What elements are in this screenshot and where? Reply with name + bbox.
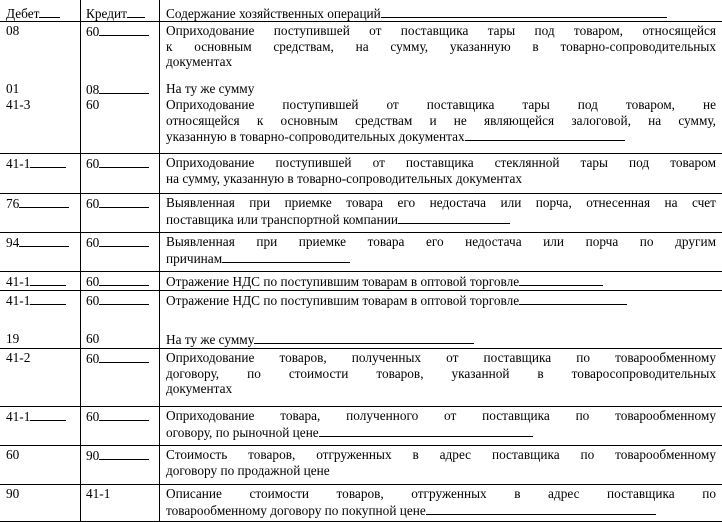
credit-account: 60 (86, 274, 100, 289)
debit-account-cell (6, 23, 78, 39)
operation-text-line: документах (166, 54, 233, 70)
operation-text-line: Стоимость товаров, отгруженных в адрес поставщика по товарообменному (166, 447, 716, 462)
operation-description (166, 97, 716, 144)
operation-text-line: Оприходование товара, полученного от поставщика по товарообменному (166, 408, 716, 423)
debit-account: 41-1 (6, 293, 31, 308)
credit-account: 60 (86, 156, 100, 171)
row-divider (0, 406, 722, 407)
debit-account: 41-2 (6, 350, 31, 365)
credit-account-cell (86, 292, 158, 309)
row-divider (0, 290, 722, 291)
operation-description (166, 292, 716, 308)
credit-account: 60 (86, 331, 100, 346)
operation-description (166, 408, 716, 439)
debit-account: 90 (6, 486, 20, 501)
operation-text-line: Отражение НДС по поступившим товарам в оптовой торговле (166, 274, 520, 289)
operation-text-line: Отражение НДС по поступившим товарам в оптовой торговле (166, 293, 520, 308)
operation-text-line: причинам (166, 250, 223, 266)
operation-text-line: Описание стоимости товаров, отгруженных в адрес поставщика по (166, 486, 716, 501)
debit-account: 41-1 (6, 274, 31, 289)
column-divider (80, 0, 81, 522)
operation-description (166, 23, 716, 70)
operation-description (166, 81, 716, 97)
credit-account-cell (86, 273, 158, 290)
header-content-label: Содержание хозяйственных операций (166, 6, 381, 21)
debit-account: 41-3 (6, 97, 31, 112)
operation-text-line: товарообменному договору по покупной цене (166, 502, 426, 518)
operation-description (166, 486, 716, 517)
credit-account: 60 (86, 97, 100, 112)
debit-account-cell (6, 447, 78, 463)
operation-description (166, 155, 716, 186)
operation-text-line: указанную в товарно-сопроводительных документах (166, 129, 465, 145)
header-debit (6, 5, 78, 22)
operation-description (166, 331, 716, 347)
debit-account-cell (6, 408, 78, 425)
operation-text-line: Выявленная при приемке товара его недостача или порча по другим (166, 234, 716, 249)
debit-account-cell (6, 234, 78, 251)
credit-account: 41-1 (86, 486, 111, 501)
credit-account-cell (86, 81, 158, 98)
debit-account: 41-1 (6, 409, 31, 424)
debit-account: 94 (6, 235, 20, 250)
credit-account: 08 (86, 82, 100, 97)
credit-account-cell (86, 331, 158, 347)
operation-text-line: договору, по стоимости товаров, указанной в товаросопроводительных (166, 365, 716, 381)
operation-text-line: оговору, по рыночной цене (166, 424, 319, 440)
row-divider (0, 445, 722, 446)
row-divider (0, 348, 722, 349)
debit-account-cell (6, 81, 78, 97)
operation-text-line: Оприходование поступившей от поставщика тары под товаром, не (166, 97, 716, 112)
credit-account: 60 (86, 24, 100, 39)
credit-account-cell (86, 486, 158, 502)
header-credit-label: Кредит (86, 6, 127, 21)
credit-account: 60 (86, 409, 100, 424)
header-credit (86, 5, 158, 22)
row-divider (0, 193, 722, 194)
debit-account: 60 (6, 447, 20, 462)
credit-account-cell (86, 234, 158, 251)
operation-text-line: На ту же сумму (166, 332, 255, 347)
operation-text-line: документах (166, 381, 233, 397)
operation-text-line: Оприходование поступившей от поставщика стеклянной тары под товаром (166, 155, 716, 170)
credit-account: 60 (86, 351, 100, 366)
credit-account-cell (86, 97, 158, 113)
credit-account-cell (86, 155, 158, 172)
row-divider (0, 21, 722, 22)
debit-account-cell (6, 97, 78, 113)
credit-account: 60 (86, 293, 100, 308)
credit-account: 60 (86, 235, 100, 250)
header-debit-label: Дебет (6, 6, 40, 21)
row-divider (0, 271, 722, 272)
operation-description (166, 234, 716, 265)
credit-account-cell (86, 350, 158, 367)
debit-account-cell (6, 331, 78, 347)
operation-text-line: поставщика или транспортной компании (166, 211, 398, 227)
debit-account-cell (6, 273, 78, 290)
operation-text-line: на сумму, указанную в товарно-сопроводительных документах (166, 170, 523, 186)
operation-text-line: На ту же сумму (166, 81, 255, 96)
row-divider (0, 153, 722, 154)
operation-description (166, 195, 716, 226)
operation-text-line: договору по продажной цене (166, 462, 330, 478)
operation-text-line: Выявленная при приемке товара его недостача или порча, отнесенная на счет (166, 195, 716, 210)
operation-text-line: Оприходование товаров, полученных от поставщика по товарообменному (166, 350, 716, 365)
debit-account: 01 (6, 81, 20, 96)
debit-account: 19 (6, 331, 20, 346)
debit-account-cell (6, 350, 78, 366)
row-divider (0, 484, 722, 485)
credit-account-cell (86, 447, 158, 464)
operation-description (166, 447, 716, 478)
operation-description (166, 350, 716, 397)
credit-account-cell (86, 408, 158, 425)
header-content (166, 5, 716, 22)
debit-account-cell (6, 155, 78, 172)
operation-text-line: Оприходование поступившей от поставщика тары под товаром, относящейся (166, 23, 716, 38)
debit-account: 08 (6, 23, 20, 38)
column-divider (159, 0, 160, 522)
debit-account-cell (6, 292, 78, 309)
credit-account: 60 (86, 196, 100, 211)
debit-account-cell (6, 486, 78, 502)
operation-text-line: к основным средствам, на сумму, указанную в товарно-сопроводительных (166, 38, 716, 54)
credit-account-cell (86, 23, 158, 40)
debit-account: 76 (6, 196, 20, 211)
debit-account-cell (6, 195, 78, 212)
credit-account-cell (86, 195, 158, 212)
row-divider (0, 232, 722, 233)
debit-account: 41-1 (6, 156, 31, 171)
operation-text-line: относящейся к основным средствам и не являющейся залоговой, на сумму, (166, 112, 716, 128)
credit-account: 90 (86, 448, 100, 463)
operation-description (166, 273, 716, 289)
